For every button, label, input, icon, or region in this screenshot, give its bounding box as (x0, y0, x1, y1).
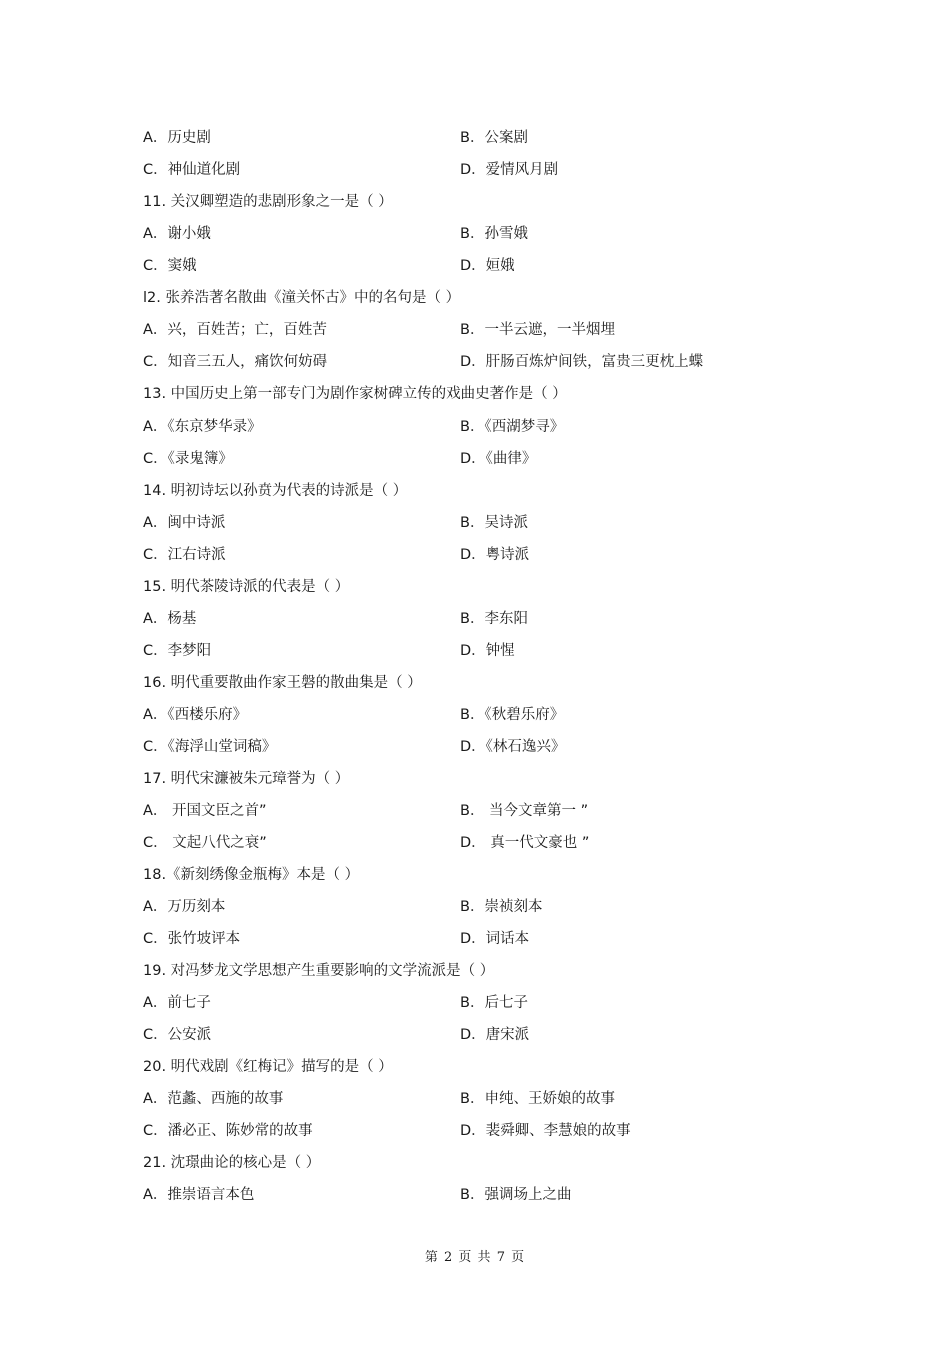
answer-option: A．《西楼乐府》 (143, 707, 248, 723)
answer-option: C．窦娥 (143, 258, 197, 274)
answer-option: B．孙雪娥 (460, 226, 528, 242)
option-row (143, 544, 777, 566)
answer-option: B．强调场上之曲 (460, 1187, 572, 1203)
question-text: 14. 明初诗坛以孙贲为代表的诗派是（ ） (143, 483, 408, 499)
option-row (143, 704, 777, 726)
question-stem (143, 1152, 320, 1174)
option-row (143, 832, 777, 854)
option-row (143, 448, 777, 470)
answer-option: A．《东京梦华录》 (143, 419, 262, 435)
option-row (143, 255, 777, 277)
answer-option: A．范蠡、西施的故事 (143, 1091, 284, 1107)
question-text: 18.《新刻绣像金瓶梅》本是（ ） (143, 867, 360, 883)
question-stem (143, 383, 567, 405)
answer-option: D．词话本 (460, 931, 530, 947)
option-row (143, 928, 777, 950)
question-stem (143, 960, 494, 982)
option-row (143, 319, 777, 341)
question-text: 19. 对冯梦龙文学思想产生重要影响的文学流派是（ ） (143, 963, 495, 979)
option-row (143, 416, 777, 438)
answer-option: D．钟惺 (460, 643, 515, 659)
answer-option: C．《录鬼簿》 (143, 451, 233, 467)
question-stem (143, 768, 349, 790)
question-text: 20. 明代戏剧《红梅记》描写的是（ ） (143, 1059, 393, 1075)
question-stem (143, 1056, 393, 1078)
option-row (143, 1088, 777, 1110)
answer-option: D．裴舜卿、李慧娘的故事 (460, 1123, 631, 1139)
answer-option: B．申纯、王娇娘的故事 (460, 1091, 615, 1107)
answer-option: B．《西湖梦寻》 (460, 419, 565, 435)
answer-option: B．一半云遮，一半烟埋 (460, 322, 615, 338)
question-text: 16. 明代重要散曲作家王磐的散曲集是（ ） (143, 675, 422, 691)
answer-option: B．《秋碧乐府》 (460, 707, 565, 723)
question-text: 15. 明代茶陵诗派的代表是（ ） (143, 579, 350, 595)
question-stem (143, 672, 422, 694)
question-text: 17. 明代宋濂被朱元璋誉为（ ） (143, 771, 350, 787)
answer-option: C．神仙道化剧 (143, 162, 241, 178)
question-stem (143, 576, 349, 598)
question-text: 21. 沈璟曲论的核心是（ ） (143, 1155, 321, 1171)
answer-option: D．《林石逸兴》 (460, 739, 566, 755)
answer-option: C．潘必正、陈妙常的故事 (143, 1123, 313, 1139)
option-row (143, 800, 777, 822)
answer-option: C．公安派 (143, 1027, 212, 1043)
question-text: 11. 关汉卿塑造的悲剧形象之一是（ ） (143, 194, 393, 210)
question-stem (143, 287, 460, 309)
answer-option: A．谢小娥 (143, 226, 211, 242)
option-row (143, 1024, 777, 1046)
question-stem (143, 480, 407, 502)
answer-option: A．前七子 (143, 995, 211, 1011)
question-stem (143, 864, 359, 886)
answer-option: A．推崇语言本色 (143, 1187, 255, 1203)
option-row (143, 608, 777, 630)
answer-option: D．姮娥 (460, 258, 515, 274)
option-row (143, 159, 777, 181)
answer-option: D．唐宋派 (460, 1027, 530, 1043)
option-row (143, 351, 777, 373)
answer-option: D．爱情风月剧 (460, 162, 559, 178)
answer-option: C． 文起八代之衰” (143, 835, 267, 851)
answer-option: A．万历刻本 (143, 899, 226, 915)
answer-option: D．肝肠百炼炉间铁，富贵三更枕上蝶 (460, 354, 704, 370)
answer-option: A． 开国文臣之首” (143, 803, 267, 819)
answer-option: B．后七子 (460, 995, 528, 1011)
answer-option: D．粤诗派 (460, 547, 530, 563)
option-row (143, 223, 777, 245)
answer-option: C．《海浮山堂词稿》 (143, 739, 277, 755)
answer-option: B．李东阳 (460, 611, 528, 627)
answer-option: B．吴诗派 (460, 515, 528, 531)
answer-option: D．《曲律》 (460, 451, 537, 467)
answer-option: C．张竹坡评本 (143, 931, 241, 947)
option-row (143, 1120, 777, 1142)
answer-option: A．历史剧 (143, 130, 211, 146)
answer-option: A．闽中诗派 (143, 515, 226, 531)
question-text: 13. 中国历史上第一部专门为剧作家树碑立传的戏曲史著作是（ ） (143, 386, 567, 402)
answer-option: D． 真一代文豪也 ” (460, 835, 590, 851)
answer-option: A．兴，百姓苦；亡，百姓苦 (143, 322, 327, 338)
option-row (143, 640, 777, 662)
answer-option: C．李梦阳 (143, 643, 212, 659)
option-row (143, 992, 777, 1014)
answer-option: C．江右诗派 (143, 547, 226, 563)
option-row (143, 896, 777, 918)
option-row (143, 736, 777, 758)
page-footer: 第 2 页 共 7 页 (424, 1250, 526, 1265)
question-text: l2. 张养浩著名散曲《潼关怀古》中的名句是（ ） (143, 290, 461, 306)
answer-option: A．杨基 (143, 611, 197, 627)
answer-option: B．公案剧 (460, 130, 528, 146)
option-row (143, 1184, 777, 1206)
answer-option: C．知音三五人，痛饮何妨碍 (143, 354, 328, 370)
option-row (143, 127, 777, 149)
question-stem (143, 191, 393, 213)
answer-option: B．崇祯刻本 (460, 899, 543, 915)
answer-option: B． 当今文章第一 ” (460, 803, 589, 819)
option-row (143, 512, 777, 534)
